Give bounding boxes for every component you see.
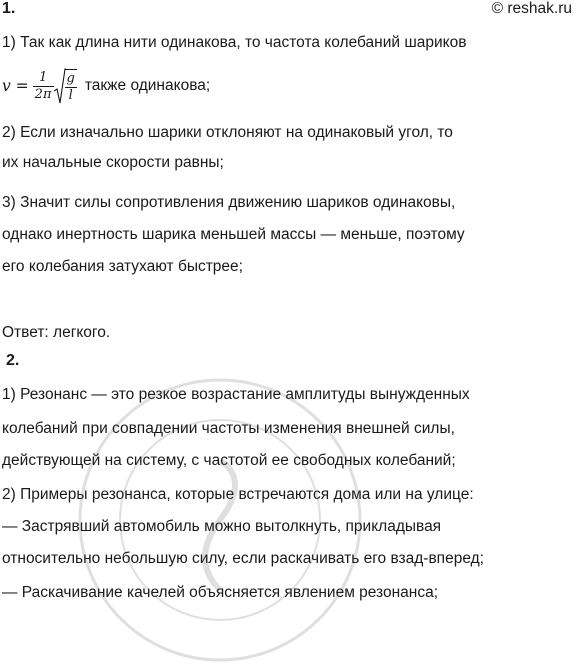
task1-line-2b: их начальные скорости равны; [2,154,224,171]
task2-line-1a: 1) Резонанс — это резкое возрастание амплитуды вынужденных [2,386,470,403]
task2-line-3b: относительно небольшую силу, если раскачивать его взад-вперед; [2,550,484,567]
fraction-numerator: 1 [33,70,54,87]
frequency-formula [2,64,210,108]
task1-line-1: 1) Так как длина нити одинакова, то частота колебаний шариков [2,34,467,51]
task1-line-2a: 2) Если изначально шарики отклоняют на одинаковый угол, то [2,124,453,141]
task2-line-1c: действующей на систему, с частотой ее свободных колебаний; [2,452,456,469]
task1-line-3c: его колебания затухают быстрее; [2,258,243,275]
square-root [54,69,77,104]
fraction-denominator: 2π [34,86,52,102]
radical-sign-icon [54,67,66,105]
formula-lhs: v = [2,77,29,95]
task1-answer: Ответ: легкого. [2,324,111,341]
root-denominator: l [68,87,73,103]
site-credit: © reshak.ru [491,0,572,17]
task1-line-3a: 3) Значит силы сопротивления движению шариков одинаковы, [2,194,456,211]
task2-line-1b: колебаний при совпадении частоты изменения внешней силы, [2,420,455,437]
task2-line-2: 2) Примеры резонанса, которые встречаются дома или на улице: [2,486,474,503]
task1-line-3b: однако инертность шарика меньшей массы — меньше, поэтому [2,226,465,243]
task-number-1: 1. [2,0,16,17]
formula-fraction [33,70,54,103]
formula-tail: также одинакова; [84,77,211,94]
task2-line-3a: — Застрявший автомобиль можно вытолкнуть, прикладывая [2,518,442,535]
root-fraction [65,69,77,104]
task2-line-4: — Раскачивание качелей объясняется явлением резонанса; [2,584,439,601]
root-numerator: g [66,70,75,86]
task-number-2: 2. [6,352,20,369]
